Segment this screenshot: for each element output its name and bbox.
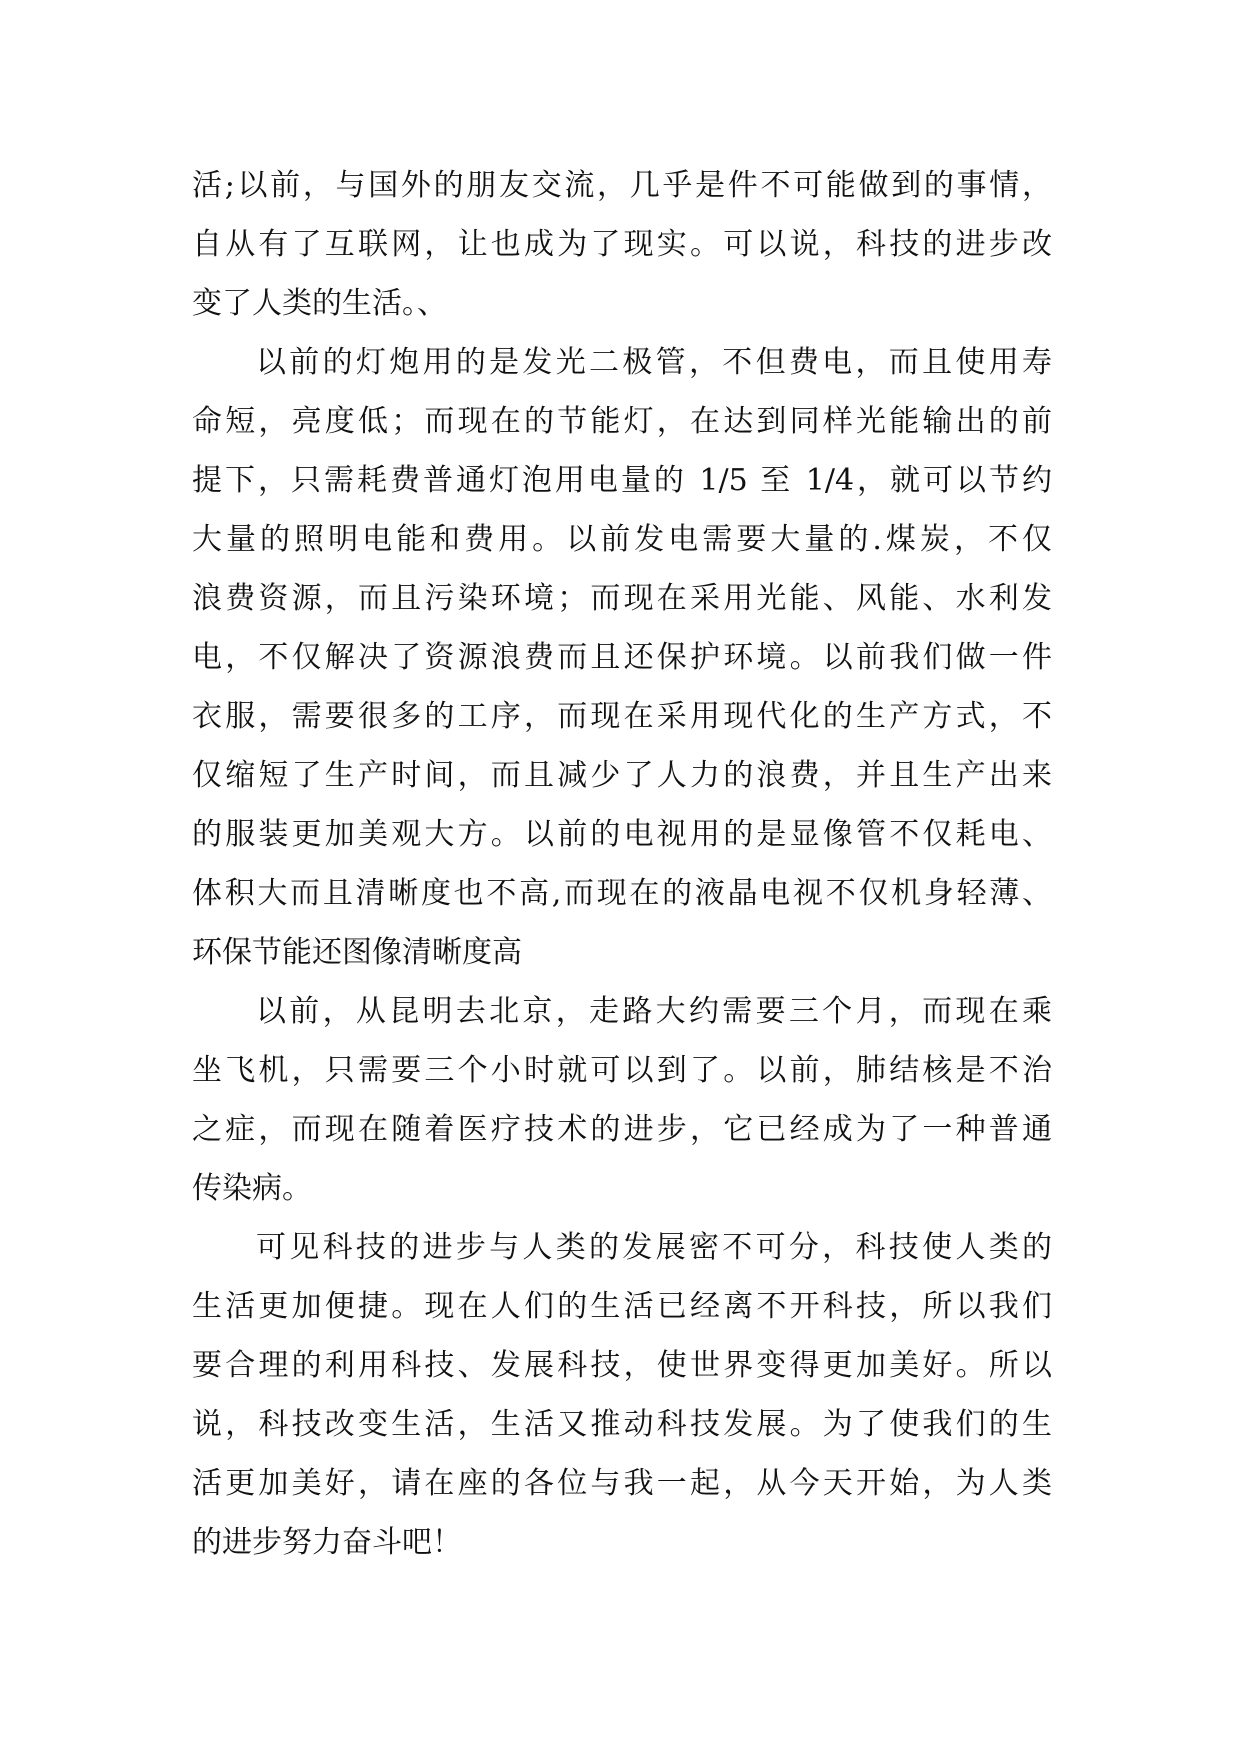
text-line: 电，不仅解决了资源浪费而且还保护环境。以前我们做一件: [192, 640, 1052, 675]
text-line: 仅缩短了生产时间，而且减少了人力的浪费，并且生产出来: [192, 758, 1052, 793]
text-line: 坐飞机，只需要三个小时就可以到了。以前，肺结核是不治: [192, 1053, 1052, 1088]
document-body: [192, 156, 1052, 1572]
text-line: 自从有了互联网，让也成为了现实。可以说，科技的进步改: [192, 227, 1052, 262]
text-line: 以前，从昆明去北京，走路大约需要三个月，而现在乘: [256, 994, 1052, 1029]
text-line: 大量的照明电能和费用。以前发电需要大量的.煤炭，不仅: [192, 522, 1052, 557]
paragraph: [192, 156, 1052, 333]
text-line: 活更加美好，请在座的各位与我一起，从今天开始，为人类: [192, 1466, 1052, 1501]
text-line: 环保节能还图像清晰度高: [192, 935, 522, 970]
text-line: 传染病。: [192, 1171, 312, 1206]
text-line: 活;以前，与国外的朋友交流，几乎是件不可能做到的事情，: [192, 168, 1052, 203]
text-line: 的服装更加美观大方。以前的电视用的是显像管不仅耗电、: [192, 817, 1052, 852]
text-line: 衣服，需要很多的工序，而现在采用现代化的生产方式，不: [192, 699, 1052, 734]
text-line: 的进步努力奋斗吧！: [192, 1525, 462, 1560]
text-line: 要合理的利用科技、发展科技，使世界变得更加美好。所以: [192, 1348, 1052, 1383]
paragraph: [192, 1218, 1052, 1572]
text-line: 命短，亮度低；而现在的节能灯，在达到同样光能输出的前: [192, 404, 1052, 439]
text-line: 变了人类的生活。、: [192, 286, 447, 321]
text-line: 以前的灯炮用的是发光二极管，不但费电，而且使用寿: [256, 345, 1052, 380]
paragraph: [192, 333, 1052, 982]
text-line: 体积大而且清晰度也不高,而现在的液晶电视不仅机身轻薄、: [192, 876, 1052, 911]
text-line: 浪费资源，而且污染环境；而现在采用光能、风能、水利发: [192, 581, 1052, 616]
text-line: 说，科技改变生活，生活又推动科技发展。为了使我们的生: [192, 1407, 1052, 1442]
text-line: 之症，而现在随着医疗技术的进步，它已经成为了一种普通: [192, 1112, 1052, 1147]
text-line: 提下，只需耗费普通灯泡用电量的 1/5 至 1/4，就可以节约: [192, 463, 1052, 498]
paragraph: [192, 982, 1052, 1218]
text-line: 生活更加便捷。现在人们的生活已经离不开科技，所以我们: [192, 1289, 1052, 1324]
text-line: 可见科技的进步与人类的发展密不可分，科技使人类的: [256, 1230, 1052, 1265]
